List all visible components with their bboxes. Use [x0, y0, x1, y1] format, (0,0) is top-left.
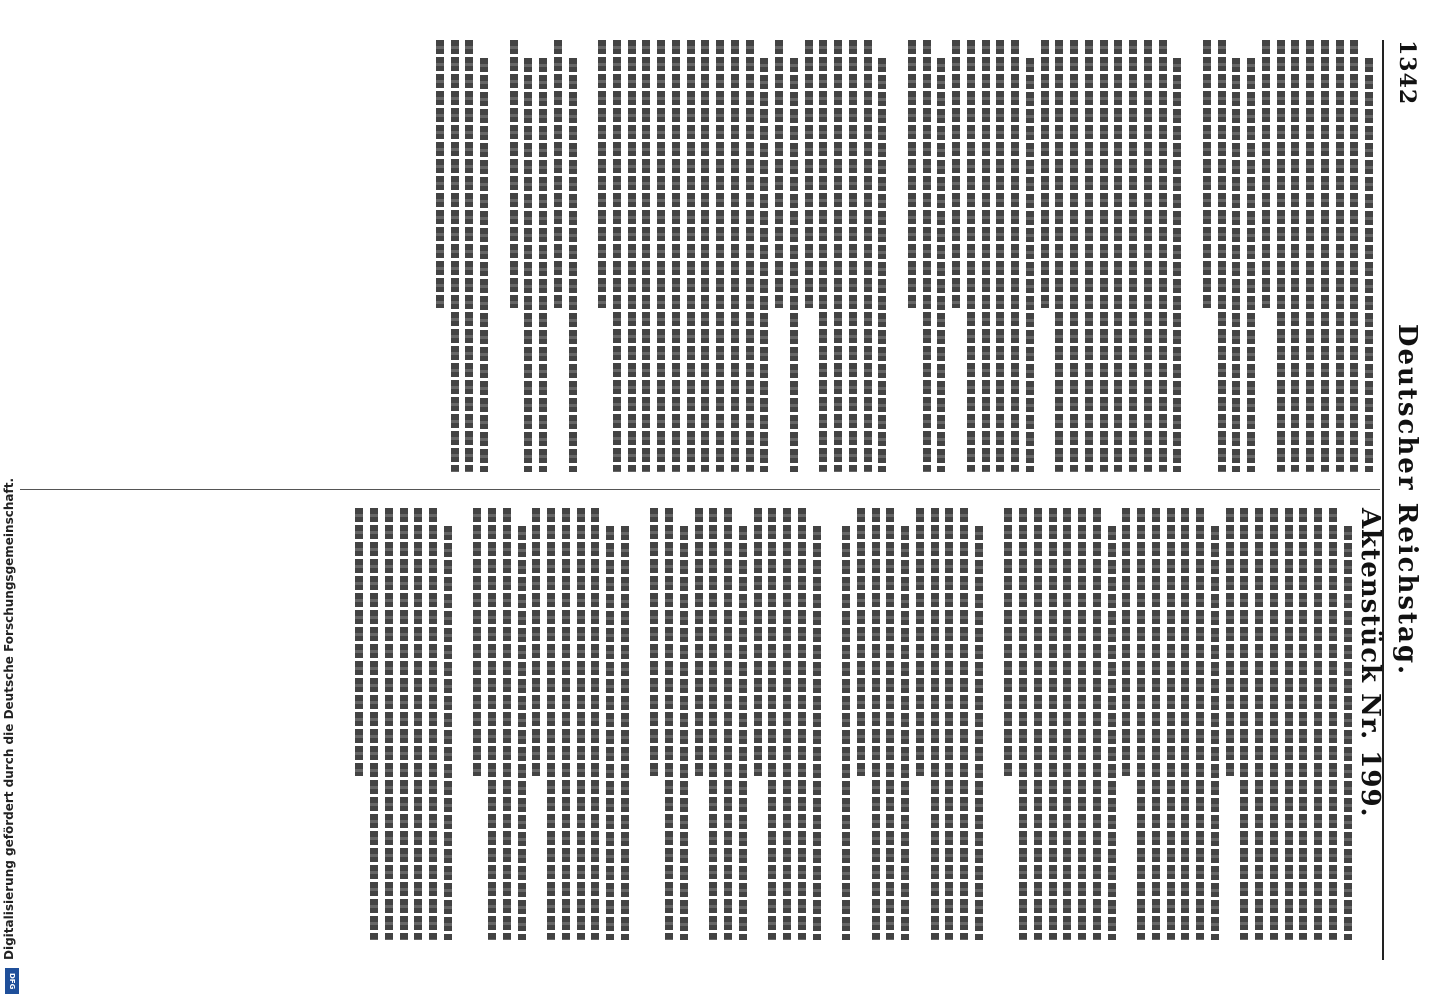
paragraph-gap	[459, 508, 467, 940]
text-line	[1167, 508, 1175, 940]
text-line	[1226, 508, 1234, 776]
text-line	[1270, 508, 1278, 940]
text-line	[938, 58, 946, 472]
text-line	[754, 508, 762, 776]
text-line	[1070, 40, 1078, 472]
text-line	[680, 526, 688, 940]
text-line	[731, 40, 739, 472]
text-line	[702, 40, 710, 472]
text-column-left	[20, 40, 1380, 472]
text-line	[1182, 508, 1190, 940]
text-line	[415, 508, 423, 940]
text-line	[1233, 58, 1241, 472]
text-column-right	[20, 508, 1385, 940]
text-line	[857, 508, 865, 776]
text-line	[1300, 508, 1308, 940]
text-line	[1336, 40, 1344, 472]
text-line	[1100, 40, 1108, 472]
text-line	[1262, 40, 1270, 308]
running-title: Deutscher Reichstag.	[1392, 323, 1422, 677]
text-line	[864, 40, 872, 472]
text-line	[923, 40, 931, 472]
text-line	[370, 508, 378, 940]
text-line	[1344, 526, 1352, 940]
text-line	[651, 508, 659, 776]
text-line	[400, 508, 408, 940]
text-line	[687, 40, 695, 472]
text-line	[1093, 508, 1101, 940]
paragraph-gap	[495, 40, 503, 472]
text-line	[1041, 40, 1049, 308]
text-line	[539, 58, 547, 472]
text-line	[724, 508, 732, 940]
paragraph-gap	[1188, 40, 1196, 472]
text-line	[695, 508, 703, 776]
text-line	[385, 508, 393, 940]
text-line	[621, 526, 629, 940]
text-line	[746, 40, 754, 472]
text-line	[1277, 40, 1285, 472]
text-line	[1321, 40, 1329, 472]
text-line	[1011, 40, 1019, 472]
text-line	[769, 508, 777, 940]
text-line	[672, 40, 680, 472]
text-line	[842, 526, 850, 940]
text-line	[761, 58, 769, 472]
text-line	[525, 58, 533, 472]
text-line	[474, 508, 482, 776]
text-line	[783, 508, 791, 940]
text-line	[1115, 40, 1123, 472]
text-line	[872, 508, 880, 940]
text-line	[1137, 508, 1145, 940]
text-line	[480, 58, 488, 472]
text-line	[887, 508, 895, 940]
text-line	[1085, 40, 1093, 472]
text-line	[510, 40, 518, 308]
text-line	[849, 40, 857, 472]
text-line	[1218, 40, 1226, 472]
text-line	[577, 508, 585, 940]
page-header	[1382, 40, 1424, 960]
text-line	[798, 508, 806, 940]
text-line	[710, 508, 718, 940]
text-line	[908, 40, 916, 308]
text-line	[533, 508, 541, 776]
column-divider	[20, 489, 1380, 490]
text-line	[1241, 508, 1249, 940]
text-line	[488, 508, 496, 940]
text-line	[975, 526, 983, 940]
text-line	[518, 526, 526, 940]
text-line	[592, 508, 600, 940]
text-line	[1196, 508, 1204, 940]
text-line	[451, 40, 459, 472]
text-line	[1285, 508, 1293, 940]
paragraph-gap	[893, 40, 901, 472]
text-line	[1056, 40, 1064, 472]
text-line	[1129, 40, 1137, 472]
text-line	[1174, 58, 1182, 472]
text-line	[1049, 508, 1057, 940]
text-line	[1203, 40, 1211, 308]
dfg-logo-icon: DFG	[5, 968, 19, 994]
text-line	[901, 526, 909, 940]
text-line	[1247, 58, 1255, 472]
text-line	[1123, 508, 1131, 776]
text-line	[1255, 508, 1263, 940]
text-line	[834, 40, 842, 472]
text-line	[1351, 40, 1359, 472]
text-line	[643, 40, 651, 472]
text-line	[879, 58, 887, 472]
text-line	[606, 526, 614, 940]
text-line	[1314, 508, 1322, 940]
text-line	[997, 40, 1005, 472]
text-line	[503, 508, 511, 940]
text-line	[820, 40, 828, 472]
text-line	[1329, 508, 1337, 940]
paragraph-gap	[828, 508, 836, 940]
text-line	[444, 526, 452, 940]
text-line	[628, 40, 636, 472]
text-line	[1034, 508, 1042, 940]
paragraph-gap	[636, 508, 644, 940]
text-line	[916, 508, 924, 776]
text-line	[1108, 526, 1116, 940]
text-line	[562, 508, 570, 940]
document-number: Aktenstück Nr. 199.	[1355, 508, 1385, 818]
text-line	[657, 40, 665, 472]
text-line	[739, 526, 747, 940]
text-line	[1159, 40, 1167, 472]
text-line	[1078, 508, 1086, 940]
text-line	[569, 58, 577, 472]
text-line	[1306, 40, 1314, 472]
text-line	[775, 40, 783, 308]
text-line	[813, 526, 821, 940]
page-number: 1342	[1394, 40, 1420, 106]
text-line	[960, 508, 968, 940]
text-line	[967, 40, 975, 472]
text-line	[790, 58, 798, 472]
digitization-strip	[2, 0, 20, 1000]
text-line	[554, 40, 562, 308]
text-line	[805, 40, 813, 308]
text-line	[716, 40, 724, 472]
text-line	[466, 40, 474, 472]
text-line	[931, 508, 939, 940]
text-line	[1064, 508, 1072, 940]
text-line	[429, 508, 437, 940]
text-line	[1292, 40, 1300, 472]
text-line	[356, 508, 364, 776]
paragraph-gap	[990, 508, 998, 940]
text-line	[1144, 40, 1152, 472]
paragraph-gap	[584, 40, 592, 472]
text-line	[613, 40, 621, 472]
text-line	[1005, 508, 1013, 776]
text-line	[946, 508, 954, 940]
text-line	[1152, 508, 1160, 940]
text-line	[952, 40, 960, 308]
text-line	[598, 40, 606, 308]
text-line	[665, 508, 673, 940]
text-line	[1211, 526, 1219, 940]
text-line	[1026, 58, 1034, 472]
text-line	[1019, 508, 1027, 940]
text-line	[436, 40, 444, 308]
text-line	[547, 508, 555, 940]
text-line	[982, 40, 990, 472]
digitization-note: Digitalisierung gefördert durch die Deutsche Forschungsgemeinschaft.	[2, 477, 16, 960]
text-line	[1365, 58, 1373, 472]
